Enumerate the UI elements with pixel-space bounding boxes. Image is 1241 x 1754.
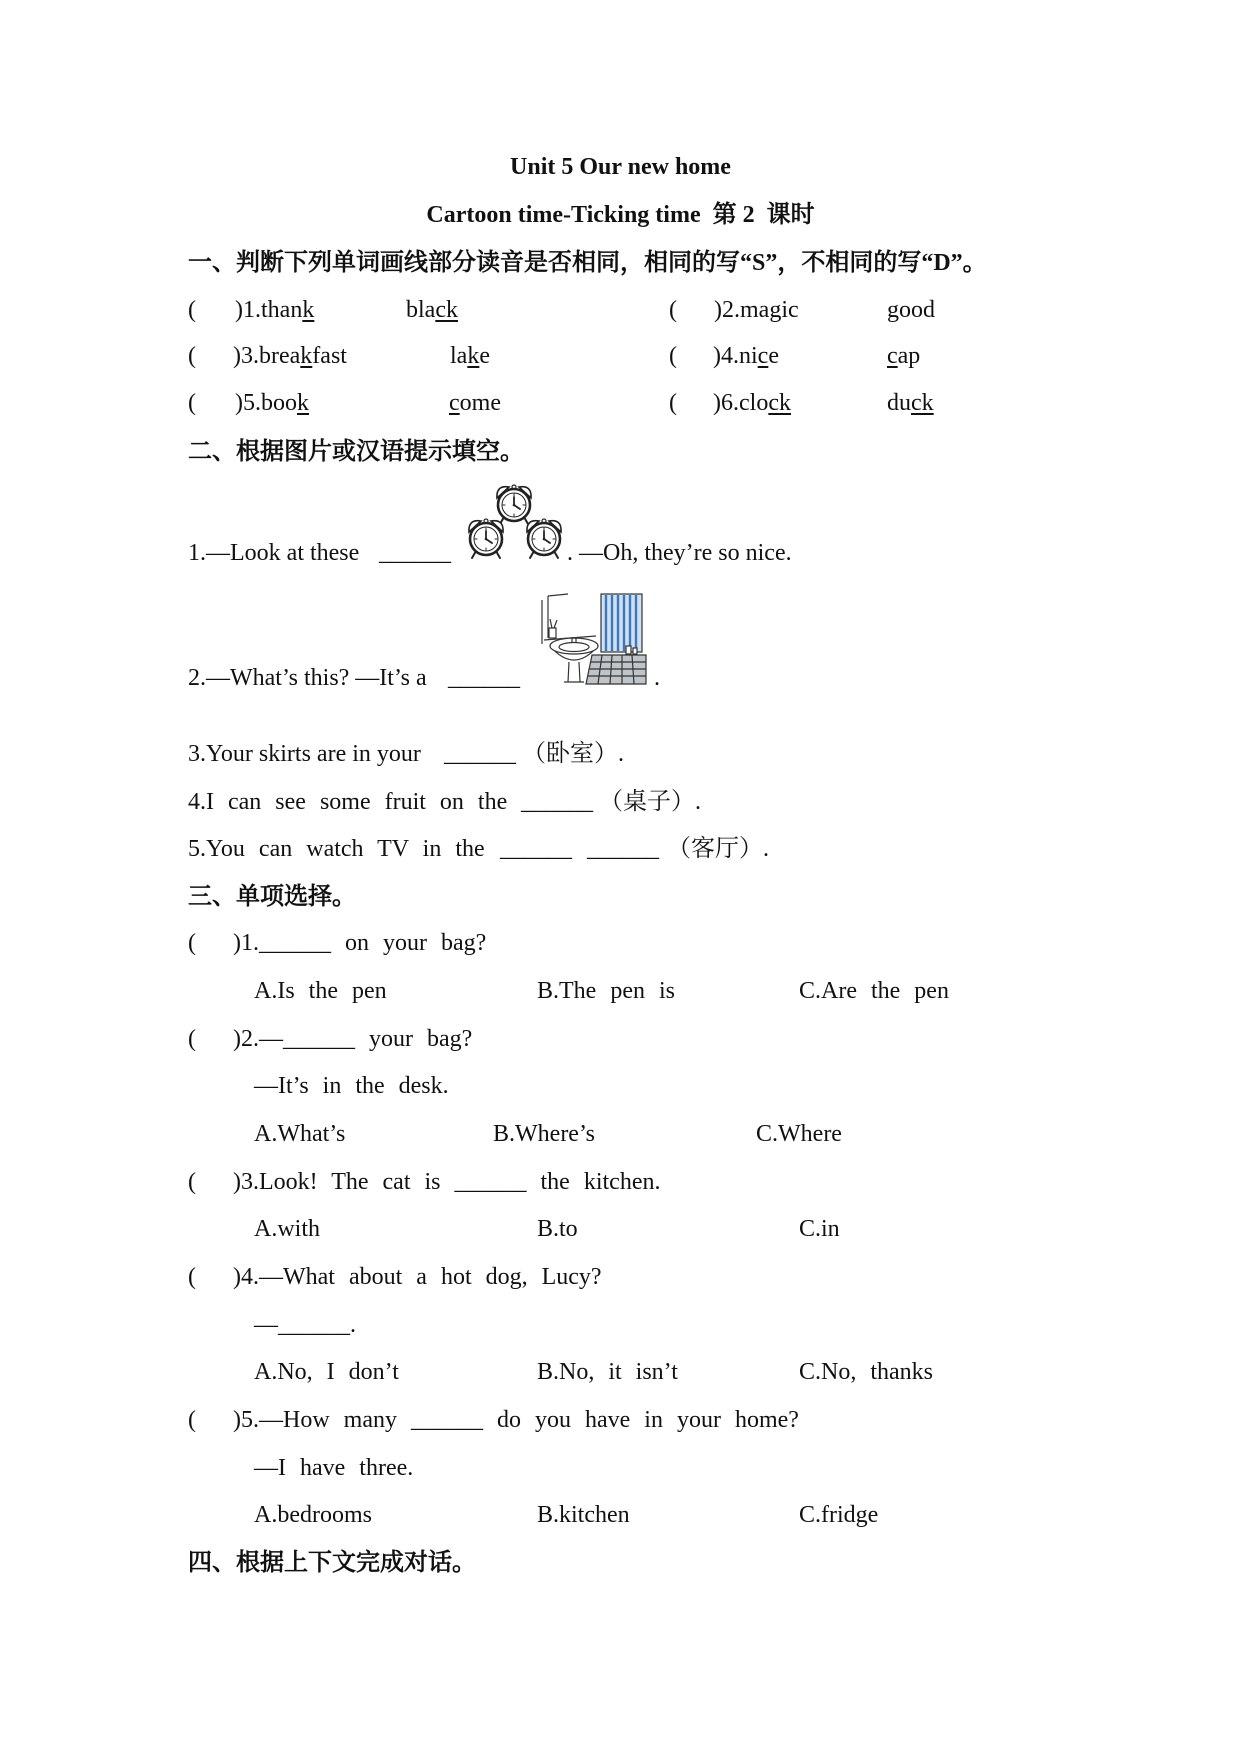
option-row	[0, 1500, 1241, 1530]
part1-row	[0, 295, 1241, 325]
part3-question-1	[0, 928, 1241, 958]
answer-blank[interactable]: ______	[521, 789, 593, 815]
part1-item-5	[235, 388, 309, 418]
answer-blank[interactable]: ______	[500, 836, 572, 862]
answer-blank[interactable]: ______	[259, 930, 331, 956]
item-number: )3.	[233, 343, 259, 369]
item-number: )4.	[713, 343, 739, 369]
underlined-letters: g	[769, 297, 782, 323]
word-part: brea	[259, 343, 301, 369]
answer-blank[interactable]: ______	[278, 1312, 350, 1338]
chinese-hint: （桌子）.	[599, 789, 701, 815]
option-b[interactable]: B.No, it isn’t	[537, 1359, 678, 1385]
alarm-clock-drawing	[527, 519, 561, 558]
underlined-letters: k	[297, 390, 309, 416]
option-c[interactable]: C.fridge	[799, 1502, 879, 1528]
question-stem	[233, 928, 486, 958]
reply-line	[0, 1310, 1241, 1340]
question-number: )3.Look! The cat is	[233, 1169, 441, 1195]
underlined-letters: ck	[911, 390, 934, 416]
question-number: )5.—How many	[233, 1407, 397, 1433]
word-part: bla	[406, 297, 436, 323]
answer-paren[interactable]: (	[669, 390, 677, 416]
page-subtitle: Cartoon time-Ticking time 第 2 课时	[426, 202, 815, 228]
option-b[interactable]: B.The pen is	[537, 978, 675, 1004]
question-stem	[233, 1024, 472, 1054]
underlined-letters: k	[467, 343, 480, 369]
option-row	[0, 976, 1241, 1006]
underlined-letters: k	[302, 297, 315, 323]
underlined-letters: c	[449, 390, 460, 416]
part1-heading: 一、判断下列单词画线部分读音是否相同，相同的写“S”，不相同的写“D”。	[188, 250, 987, 276]
option-a[interactable]: A.bedrooms	[254, 1502, 372, 1528]
word-part: la	[450, 343, 468, 369]
reply-line	[0, 1071, 1241, 1101]
part3-question-4	[0, 1262, 1241, 1292]
answer-paren[interactable]: (	[188, 930, 196, 956]
part1-item-6	[713, 388, 791, 418]
compare-word	[887, 341, 920, 371]
option-c[interactable]: C.No, thanks	[799, 1359, 933, 1385]
word-part: boo	[261, 390, 297, 416]
option-b[interactable]: B.Where’s	[493, 1121, 595, 1147]
question-text: the kitchen.	[540, 1169, 661, 1195]
part2-item-4	[0, 787, 1241, 817]
compare-word	[450, 341, 490, 371]
part1-item-3	[233, 341, 347, 371]
part2-item-3	[0, 739, 1241, 769]
compare-word	[887, 295, 935, 325]
item-number: )1.	[235, 297, 261, 323]
part1-item-4	[713, 341, 779, 371]
part1-row	[0, 341, 1241, 371]
option-row	[0, 1357, 1241, 1387]
part3-question-3	[0, 1167, 1241, 1197]
question-text: on your bag?	[345, 930, 487, 956]
option-b[interactable]: B.kitchen	[537, 1502, 630, 1528]
reply-text	[254, 1310, 356, 1340]
word-part: ma	[740, 297, 770, 323]
item-number: )5.	[235, 390, 261, 416]
word-part: ni	[739, 343, 758, 369]
word-part: e	[768, 343, 779, 369]
question-number: )2.—	[233, 1026, 283, 1052]
answer-paren[interactable]: (	[188, 390, 196, 416]
question-text: 3.Your skirts are in your	[188, 741, 421, 767]
question-number: )1.	[233, 930, 259, 956]
reply-dash: —	[254, 1312, 278, 1338]
option-row	[0, 1119, 1241, 1149]
page-title: Unit 5 Our new home	[510, 154, 731, 180]
question-text: 2.—What’s this? —It’s a	[188, 665, 427, 691]
part3-heading: 三、单项选择。	[188, 884, 356, 910]
reply-end: .	[350, 1312, 356, 1338]
question-stem	[233, 1167, 660, 1197]
word-part: ic	[781, 297, 799, 323]
underlined-letters: c	[757, 343, 769, 369]
option-a[interactable]: A.Is the pen	[254, 978, 387, 1004]
underlined-letters: ck	[768, 390, 791, 416]
answer-blank[interactable]: ______	[448, 665, 520, 691]
chinese-hint: （客厅）.	[667, 836, 769, 862]
answer-paren[interactable]: (	[188, 297, 196, 323]
word-part: ome	[459, 390, 501, 416]
question-text: )4.—What about a hot dog, Lucy?	[233, 1264, 602, 1290]
underlined-letters: ck	[435, 297, 458, 323]
part4-heading: 四、根据上下文完成对话。	[188, 1550, 476, 1576]
option-row	[0, 1214, 1241, 1244]
answer-paren[interactable]: (	[669, 297, 677, 323]
part1-item-1	[235, 295, 314, 325]
part2-item-1	[0, 538, 1241, 568]
reply-text: —It’s in the desk.	[254, 1073, 449, 1099]
answer-blank[interactable]: ______	[410, 1407, 483, 1433]
answer-blank[interactable]: ______	[283, 1026, 355, 1052]
question-text: your bag?	[369, 1026, 473, 1052]
reply-text: —I have three.	[254, 1455, 414, 1481]
answer-blank[interactable]: ______	[587, 836, 659, 862]
compare-word	[887, 388, 934, 418]
option-b[interactable]: B.to	[537, 1216, 578, 1242]
answer-paren[interactable]: (	[188, 1264, 196, 1290]
question-text: .	[654, 665, 660, 691]
word-part: clo	[739, 390, 769, 416]
cup-drawing	[549, 628, 556, 638]
word-part: ood	[899, 297, 935, 323]
question-text: do you have in your home?	[496, 1407, 799, 1433]
item-number: )2.	[714, 297, 740, 323]
question-stem	[233, 1405, 799, 1435]
part3-question-5	[0, 1405, 1241, 1435]
underlined-letters: c	[887, 343, 898, 369]
item-number: )6.	[713, 390, 739, 416]
part2-item-5	[0, 834, 1241, 864]
bathroom-picture	[534, 592, 646, 688]
word-part: fast	[312, 343, 347, 369]
part1-item-2	[714, 295, 799, 325]
question-text: 4.I can see some fruit on the	[188, 789, 508, 815]
answer-blank[interactable]: ______	[454, 1169, 527, 1195]
option-a[interactable]: A.No, I don’t	[254, 1359, 399, 1385]
question-text: 1.—Look at these	[188, 540, 360, 566]
underlined-letters: k	[300, 343, 313, 369]
answer-paren[interactable]: (	[188, 1026, 196, 1052]
word-part: ap	[897, 343, 921, 369]
word-part: than	[261, 297, 303, 323]
compare-word	[406, 295, 458, 325]
reply-line	[0, 1453, 1241, 1483]
word-part: du	[887, 390, 911, 416]
answer-blank[interactable]: ______	[444, 741, 516, 767]
answer-blank[interactable]: ______	[379, 540, 451, 566]
option-c[interactable]: C.Are the pen	[799, 978, 949, 1004]
chinese-hint: （卧室）.	[522, 741, 624, 767]
answer-paren[interactable]: (	[188, 343, 196, 369]
underlined-letters: g	[887, 297, 899, 323]
part3-question-2	[0, 1024, 1241, 1054]
word-part: e	[479, 343, 490, 369]
question-text: . —Oh, they’re so nice.	[567, 540, 792, 566]
answer-paren[interactable]: (	[188, 1407, 196, 1433]
part2-heading: 二、根据图片或汉语提示填空。	[188, 439, 524, 465]
alarm-clock-drawing	[469, 519, 503, 558]
answer-paren[interactable]: (	[188, 1169, 196, 1195]
clocks-picture	[464, 481, 565, 563]
answer-paren[interactable]: (	[669, 343, 677, 369]
option-c[interactable]: C.in	[799, 1216, 840, 1242]
option-a[interactable]: A.What’s	[254, 1121, 346, 1147]
option-c[interactable]: C.Where	[756, 1121, 842, 1147]
alarm-clock-drawing	[497, 485, 531, 524]
compare-word	[449, 388, 501, 418]
option-a[interactable]: A.with	[254, 1216, 320, 1242]
part1-row	[0, 388, 1241, 418]
question-text: 5.You can watch TV in the	[188, 836, 485, 862]
